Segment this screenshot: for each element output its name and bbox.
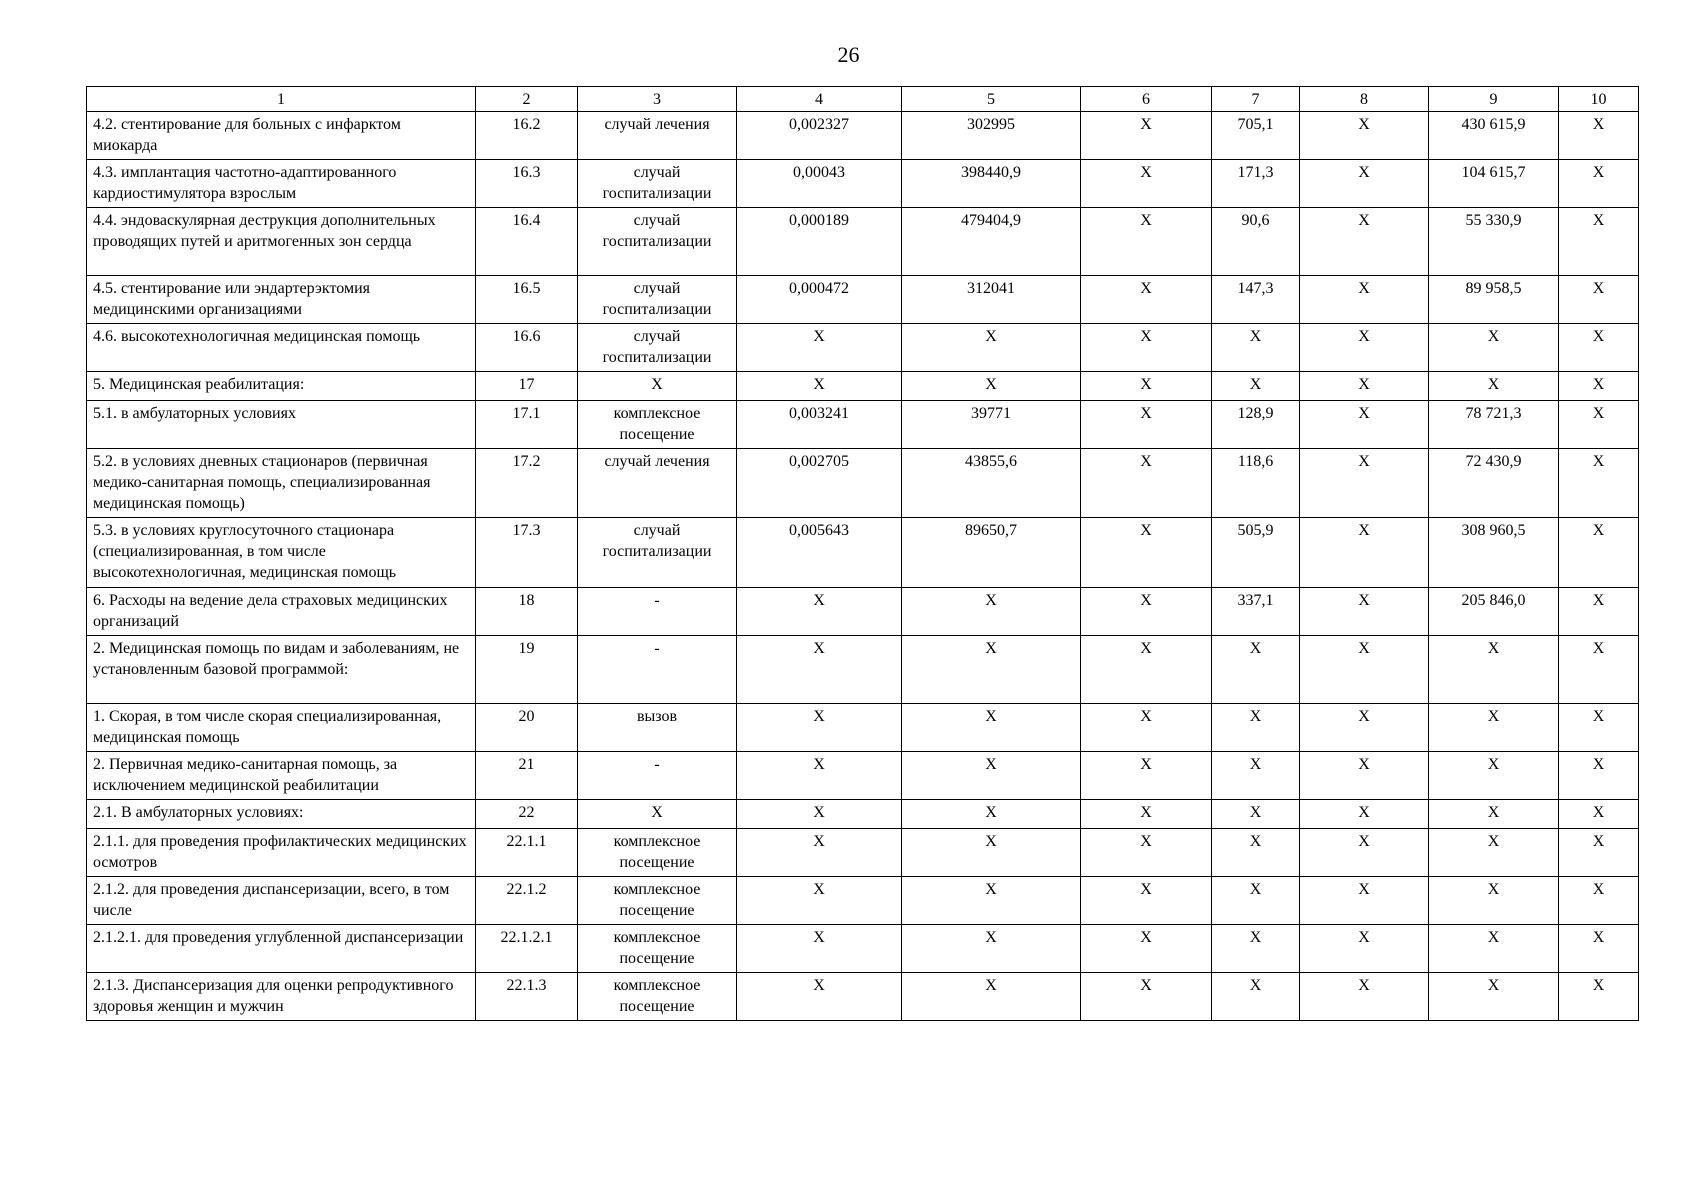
table-cell-col-7: X [1212, 973, 1300, 1021]
table-cell-col-4: X [737, 588, 902, 636]
table-cell-col-9: X [1429, 973, 1559, 1021]
table-row [87, 324, 1639, 372]
table-cell-col-7: 147,3 [1212, 276, 1300, 324]
table-cell-col-6: X [1081, 208, 1212, 276]
table-cell-col-3: - [578, 588, 737, 636]
table-cell-col-9: 55 330,9 [1429, 208, 1559, 276]
table-cell-col-9: 89 958,5 [1429, 276, 1559, 324]
table-cell-col-5: 479404,9 [902, 208, 1081, 276]
table-cell-col-5: 89650,7 [902, 518, 1081, 588]
table-cell-col-3: случай лечения [578, 112, 737, 160]
table-row [87, 704, 1639, 752]
table-cell-col-7: X [1212, 752, 1300, 800]
table-cell-col-4: 0,000189 [737, 208, 902, 276]
column-header-4: 4 [737, 87, 902, 112]
table-cell-col-10: X [1559, 829, 1639, 877]
table-cell-col-10: X [1559, 160, 1639, 208]
table-row [87, 973, 1639, 1021]
table-cell-col-8: X [1300, 925, 1429, 973]
table-cell-col-10: X [1559, 208, 1639, 276]
table-cell-col-3: комплексное посещение [578, 829, 737, 877]
table-cell-col-2: 17.3 [476, 518, 578, 588]
table-cell-col-9: 308 960,5 [1429, 518, 1559, 588]
table-cell-col-9: X [1429, 704, 1559, 752]
table-cell-col-6: X [1081, 276, 1212, 324]
table-cell-col-4: 0,000472 [737, 276, 902, 324]
table-cell-col-7: 118,6 [1212, 449, 1300, 518]
table-cell-col-5: X [902, 752, 1081, 800]
table-cell-col-8: X [1300, 752, 1429, 800]
table-cell-col-9: 104 615,7 [1429, 160, 1559, 208]
table-cell-col-10: X [1559, 518, 1639, 588]
table-cell-col-4: 0,00043 [737, 160, 902, 208]
table-cell-col-10: X [1559, 401, 1639, 449]
table-cell-col-4: 0,002327 [737, 112, 902, 160]
table-cell-col-2: 17.1 [476, 401, 578, 449]
table-cell-col-6: X [1081, 324, 1212, 372]
table-row [87, 401, 1639, 449]
table-cell-col-6: X [1081, 588, 1212, 636]
table-cell-col-10: X [1559, 752, 1639, 800]
table-cell-col-1: 4.6. высокотехнологичная медицинская помощь [87, 324, 476, 372]
table-cell-col-3: вызов [578, 704, 737, 752]
table-cell-col-2: 22.1.2 [476, 877, 578, 925]
table-cell-col-5: X [902, 877, 1081, 925]
table-cell-col-8: X [1300, 800, 1429, 829]
table-cell-col-10: X [1559, 877, 1639, 925]
table-cell-col-1: 4.2. стентирование для больных с инфарктом миокарда [87, 112, 476, 160]
table-cell-col-7: 337,1 [1212, 588, 1300, 636]
table-cell-col-6: X [1081, 160, 1212, 208]
table-cell-col-9: 72 430,9 [1429, 449, 1559, 518]
column-header-5: 5 [902, 87, 1081, 112]
column-header-9: 9 [1429, 87, 1559, 112]
column-header-7: 7 [1212, 87, 1300, 112]
table-cell-col-1: 2.1.2. для проведения диспансеризации, всего, в том числе [87, 877, 476, 925]
table-cell-col-4: X [737, 752, 902, 800]
table-row [87, 276, 1639, 324]
table-cell-col-6: X [1081, 518, 1212, 588]
table-cell-col-2: 22 [476, 800, 578, 829]
table-cell-col-3: случай госпитализации [578, 518, 737, 588]
table-cell-col-1: 4.4. эндоваскулярная деструкция дополнительных проводящих путей и аритмогенных зон сердца [87, 208, 476, 276]
table-cell-col-3: комплексное посещение [578, 877, 737, 925]
table-cell-col-8: X [1300, 160, 1429, 208]
column-header-6: 6 [1081, 87, 1212, 112]
table-cell-col-6: X [1081, 401, 1212, 449]
table-cell-col-9: 430 615,9 [1429, 112, 1559, 160]
table-cell-col-5: X [902, 829, 1081, 877]
table-cell-col-8: X [1300, 518, 1429, 588]
table-cell-col-3: случай госпитализации [578, 160, 737, 208]
table-row [87, 372, 1639, 401]
table-cell-col-7: X [1212, 636, 1300, 704]
table-cell-col-7: X [1212, 324, 1300, 372]
table-cell-col-9: X [1429, 925, 1559, 973]
table-cell-col-4: 0,003241 [737, 401, 902, 449]
table-cell-col-4: X [737, 800, 902, 829]
table-cell-col-2: 20 [476, 704, 578, 752]
table-cell-col-7: 171,3 [1212, 160, 1300, 208]
table-cell-col-3: X [578, 372, 737, 401]
table-cell-col-8: X [1300, 372, 1429, 401]
table-cell-col-10: X [1559, 372, 1639, 401]
column-header-10: 10 [1559, 87, 1639, 112]
table-cell-col-1: 4.5. стентирование или эндартерэктомия медицинскими организациями [87, 276, 476, 324]
table-cell-col-8: X [1300, 276, 1429, 324]
table-cell-col-3: случай госпитализации [578, 324, 737, 372]
table-cell-col-5: 43855,6 [902, 449, 1081, 518]
table-cell-col-10: X [1559, 324, 1639, 372]
table-cell-col-9: 78 721,3 [1429, 401, 1559, 449]
table-cell-col-3: - [578, 752, 737, 800]
table-cell-col-3: случай госпитализации [578, 276, 737, 324]
table-cell-col-6: X [1081, 877, 1212, 925]
table-cell-col-2: 22.1.2.1 [476, 925, 578, 973]
table-cell-col-6: X [1081, 112, 1212, 160]
table-cell-col-4: X [737, 829, 902, 877]
table-cell-col-4: X [737, 704, 902, 752]
table-cell-col-6: X [1081, 449, 1212, 518]
table-cell-col-2: 22.1.1 [476, 829, 578, 877]
table-cell-col-6: X [1081, 372, 1212, 401]
table-cell-col-1: 5.3. в условиях круглосуточного стационара (специализированная, в том числе высокотехнологичная, медицинская помощь [87, 518, 476, 588]
table-cell-col-2: 21 [476, 752, 578, 800]
table-cell-col-8: X [1300, 636, 1429, 704]
table-cell-col-10: X [1559, 704, 1639, 752]
table-cell-col-8: X [1300, 324, 1429, 372]
table-cell-col-2: 17 [476, 372, 578, 401]
table-header-row [87, 87, 1639, 112]
table-row [87, 449, 1639, 518]
table-cell-col-7: X [1212, 372, 1300, 401]
table-cell-col-5: 398440,9 [902, 160, 1081, 208]
table-cell-col-6: X [1081, 925, 1212, 973]
table-cell-col-7: X [1212, 704, 1300, 752]
table-cell-col-3: случай лечения [578, 449, 737, 518]
table-row [87, 925, 1639, 973]
table-cell-col-7: 505,9 [1212, 518, 1300, 588]
table-cell-col-7: X [1212, 925, 1300, 973]
table-cell-col-10: X [1559, 925, 1639, 973]
table-cell-col-8: X [1300, 112, 1429, 160]
table-cell-col-9: 205 846,0 [1429, 588, 1559, 636]
table-cell-col-6: X [1081, 973, 1212, 1021]
table-cell-col-4: 0,005643 [737, 518, 902, 588]
table-cell-col-10: X [1559, 449, 1639, 518]
table-cell-col-6: X [1081, 704, 1212, 752]
table-row [87, 112, 1639, 160]
table-cell-col-5: X [902, 588, 1081, 636]
table-body [87, 112, 1639, 1021]
table-cell-col-1: 5.1. в амбулаторных условиях [87, 401, 476, 449]
table-cell-col-3: - [578, 636, 737, 704]
table-cell-col-7: X [1212, 800, 1300, 829]
column-header-2: 2 [476, 87, 578, 112]
table-cell-col-2: 16.4 [476, 208, 578, 276]
table-cell-col-4: X [737, 372, 902, 401]
table-cell-col-4: X [737, 973, 902, 1021]
table-cell-col-1: 2. Первичная медико-санитарная помощь, за исключением медицинской реабилитации [87, 752, 476, 800]
table-cell-col-7: 128,9 [1212, 401, 1300, 449]
table-cell-col-5: X [902, 372, 1081, 401]
table-cell-col-5: X [902, 704, 1081, 752]
table-cell-col-10: X [1559, 112, 1639, 160]
table-cell-col-8: X [1300, 401, 1429, 449]
table-cell-col-10: X [1559, 588, 1639, 636]
table-cell-col-3: комплексное посещение [578, 401, 737, 449]
table-cell-col-2: 16.2 [476, 112, 578, 160]
page-number: 26 [837, 42, 860, 67]
table-cell-col-6: X [1081, 636, 1212, 704]
table-cell-col-6: X [1081, 752, 1212, 800]
table-row [87, 160, 1639, 208]
table-cell-col-5: X [902, 636, 1081, 704]
table-row [87, 208, 1639, 276]
table-cell-col-8: X [1300, 588, 1429, 636]
table-row [87, 877, 1639, 925]
table-cell-col-10: X [1559, 800, 1639, 829]
table-cell-col-9: X [1429, 324, 1559, 372]
table-cell-col-4: X [737, 324, 902, 372]
table-cell-col-1: 2. Медицинская помощь по видам и заболеваниям, не установленным базовой программой: [87, 636, 476, 704]
table-cell-col-1: 1. Скорая, в том числе скорая специализированная, медицинская помощь [87, 704, 476, 752]
table-cell-col-3: комплексное посещение [578, 925, 737, 973]
table-cell-col-8: X [1300, 877, 1429, 925]
table-cell-col-1: 4.3. имплантация частотно-адаптированного кардиостимулятора взрослым [87, 160, 476, 208]
table-cell-col-7: 90,6 [1212, 208, 1300, 276]
table-cell-col-7: X [1212, 829, 1300, 877]
table-cell-col-1: 2.1.3. Диспансеризация для оценки репродуктивного здоровья женщин и мужчин [87, 973, 476, 1021]
table-cell-col-2: 16.6 [476, 324, 578, 372]
table-cell-col-1: 2.1.2.1. для проведения углубленной диспансеризации [87, 925, 476, 973]
table-cell-col-5: X [902, 973, 1081, 1021]
table-cell-col-1: 2.1. В амбулаторных условиях: [87, 800, 476, 829]
table-cell-col-1: 5.2. в условиях дневных стационаров (первичная медико-санитарная помощь, специализированная медицинская помощь) [87, 449, 476, 518]
table-cell-col-5: 302995 [902, 112, 1081, 160]
table-cell-col-9: X [1429, 372, 1559, 401]
data-table [86, 86, 1639, 1021]
table-cell-col-5: X [902, 800, 1081, 829]
table-cell-col-2: 22.1.3 [476, 973, 578, 1021]
column-header-1: 1 [87, 87, 476, 112]
table-cell-col-1: 6. Расходы на ведение дела страховых медицинских организаций [87, 588, 476, 636]
table-cell-col-5: X [902, 324, 1081, 372]
table-cell-col-8: X [1300, 973, 1429, 1021]
table-row [87, 800, 1639, 829]
table-cell-col-5: 312041 [902, 276, 1081, 324]
table-row [87, 588, 1639, 636]
table-row [87, 829, 1639, 877]
table-cell-col-9: X [1429, 829, 1559, 877]
column-header-3: 3 [578, 87, 737, 112]
table-cell-col-6: X [1081, 829, 1212, 877]
table-cell-col-9: X [1429, 877, 1559, 925]
table-cell-col-1: 2.1.1. для проведения профилактических медицинских осмотров [87, 829, 476, 877]
table-cell-col-2: 17.2 [476, 449, 578, 518]
table-cell-col-2: 16.3 [476, 160, 578, 208]
table-cell-col-2: 16.5 [476, 276, 578, 324]
table-row [87, 518, 1639, 588]
table-cell-col-2: 18 [476, 588, 578, 636]
table-cell-col-8: X [1300, 704, 1429, 752]
table-cell-col-9: X [1429, 800, 1559, 829]
table-cell-col-8: X [1300, 208, 1429, 276]
table-cell-col-4: 0,002705 [737, 449, 902, 518]
table-row [87, 752, 1639, 800]
table-cell-col-9: X [1429, 752, 1559, 800]
table-cell-col-4: X [737, 636, 902, 704]
table-row [87, 636, 1639, 704]
table-cell-col-7: X [1212, 877, 1300, 925]
column-header-8: 8 [1300, 87, 1429, 112]
table-cell-col-3: комплексное посещение [578, 973, 737, 1021]
table-cell-col-3: X [578, 800, 737, 829]
table-cell-col-10: X [1559, 636, 1639, 704]
table-cell-col-3: случай госпитализации [578, 208, 737, 276]
table-cell-col-7: 705,1 [1212, 112, 1300, 160]
table-cell-col-4: X [737, 925, 902, 973]
table-cell-col-8: X [1300, 829, 1429, 877]
table-cell-col-10: X [1559, 276, 1639, 324]
table-cell-col-6: X [1081, 800, 1212, 829]
table-cell-col-5: 39771 [902, 401, 1081, 449]
table-cell-col-2: 19 [476, 636, 578, 704]
table-cell-col-1: 5. Медицинская реабилитация: [87, 372, 476, 401]
table-cell-col-8: X [1300, 449, 1429, 518]
table-cell-col-9: X [1429, 636, 1559, 704]
table-cell-col-5: X [902, 925, 1081, 973]
table-cell-col-4: X [737, 877, 902, 925]
table-cell-col-10: X [1559, 973, 1639, 1021]
